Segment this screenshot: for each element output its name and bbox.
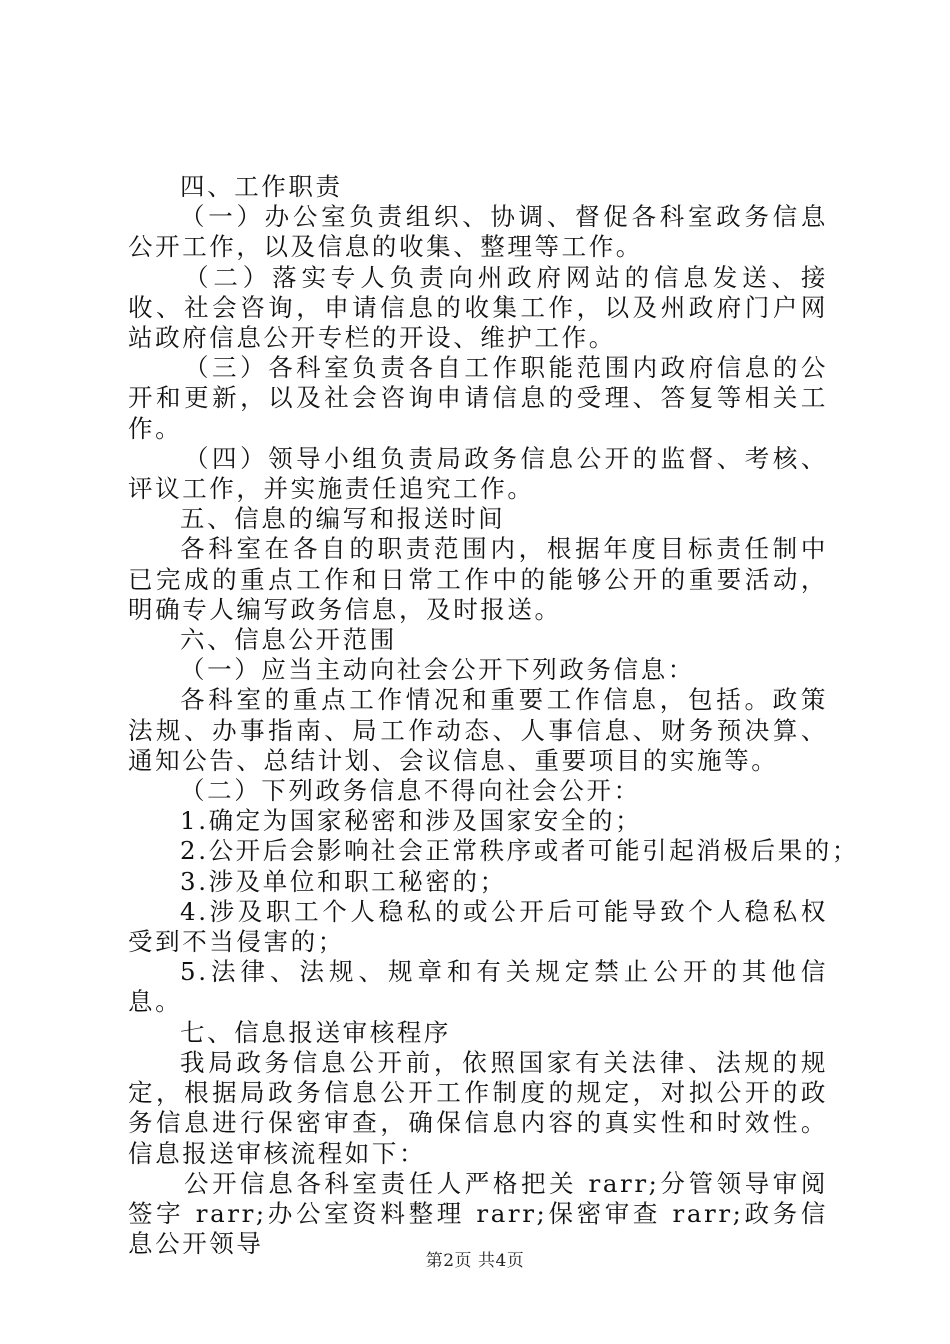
document-body — [128, 172, 859, 1259]
paragraph: （一）办公室负责组织、协调、督促各科室政务信息公开工作，以及信息的收集、整理等工作。 — [128, 202, 828, 262]
list-item: 5.法律、法规、规章和有关规定禁止公开的其他信息。 — [128, 957, 828, 1017]
list-item: 2.公开后会影响社会正常秩序或者可能引起消极后果的； — [180, 836, 859, 866]
paragraph: 各科室在各自的职责范围内，根据年度目标责任制中已完成的重点工作和日常工作中的能够公开的重要活动，明确专人编写政务信息，及时报送。 — [128, 534, 828, 624]
list-item: 1.确定为国家秘密和涉及国家安全的； — [180, 806, 643, 836]
section-heading-4: 四、工作职责 — [180, 172, 343, 201]
paragraph: 我局政务信息公开前，依照国家有关法律、法规的规定，根据局政务信息公开工作制度的规定，对拟公开的政务信息进行保密审查，确保信息内容的真实性和时效性。信息报送审核流程如下： — [128, 1047, 828, 1168]
list-item: 4.涉及职工个人稳私的或公开后可能导致个人稳私权受到不当侵害的； — [128, 896, 828, 957]
paragraph: 公开信息各科室责任人严格把关 rarr;分管领导审阅签字 rarr;办公室资料整理 rarr;保密审查 rarr;政务信息公开领导 — [128, 1168, 828, 1259]
section-heading-7: 七、信息报送审核程序 — [180, 1017, 451, 1047]
page-number: 第2页 共4页 — [425, 1251, 525, 1271]
section-heading-5: 五、信息的编写和报送时间 — [180, 504, 506, 534]
paragraph: （一）应当主动向社会公开下列政务信息： — [180, 655, 695, 685]
section-heading-6: 六、信息公开范围 — [180, 625, 397, 655]
paragraph: （三）各科室负责各自工作职能范围内政府信息的公开和更新，以及社会咨询申请信息的受理、答复等相关工作。 — [128, 353, 828, 443]
paragraph: 各科室的重点工作情况和重要工作信息，包括。政策法规、办事指南、局工作动态、人事信息、财务预决算、通知公告、总结计划、会议信息、重要项目的实施等。 — [128, 685, 828, 775]
paragraph: （四）领导小组负责局政务信息公开的监督、考核、评议工作，并实施责任追究工作。 — [128, 443, 828, 504]
paragraph: （二）落实专人负责向州政府网站的信息发送、接收、社会咨询，申请信息的收集工作，以及州政府门户网站政府信息公开专栏的开设、维护工作。 — [128, 262, 828, 353]
list-item: 3.涉及单位和职工秘密的； — [180, 866, 507, 896]
paragraph: （二）下列政务信息不得向社会公开： — [180, 776, 641, 806]
